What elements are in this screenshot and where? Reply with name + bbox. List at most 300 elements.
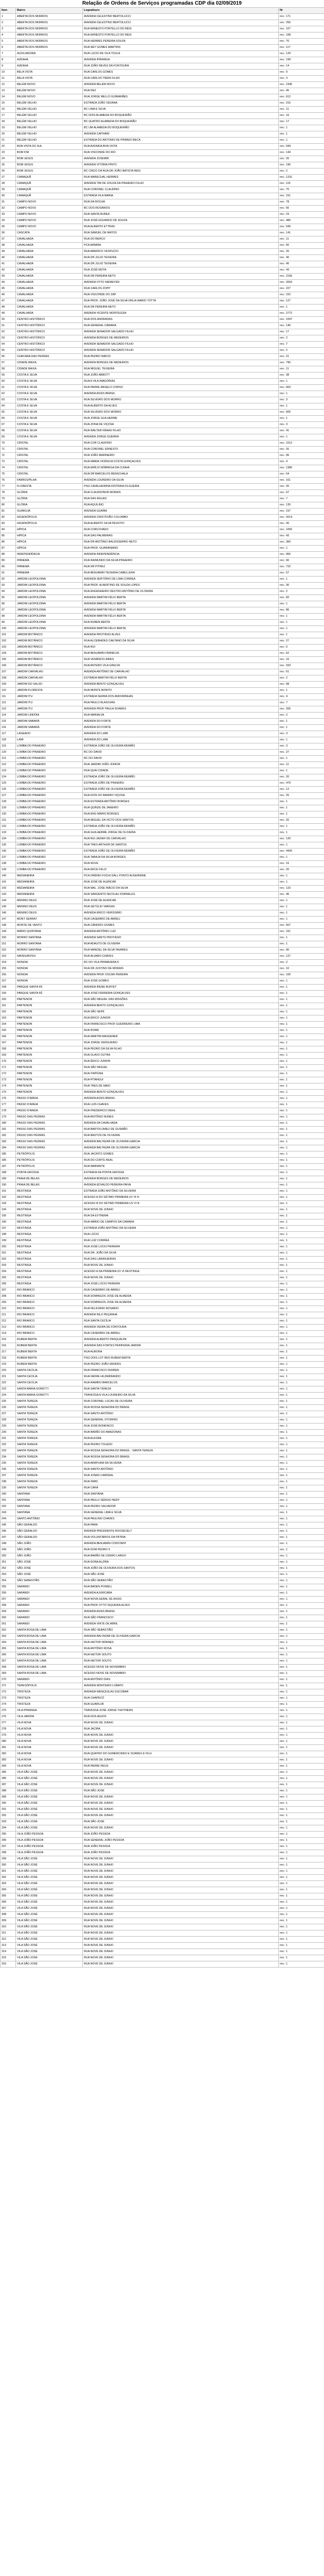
cell-nr: nro.: 1: [279, 1096, 324, 1102]
cell-bairro: VILA SÃO JOSÉ: [16, 1887, 83, 1893]
cell-logradouro: AVENIDA BELÉM NOVO: [83, 82, 279, 88]
cell-bairro: RIO BRANCO: [16, 1294, 83, 1300]
cell-item: 194: [1, 1207, 16, 1213]
cell-logradouro: RUA SÃO JOSÉ: [83, 1788, 279, 1794]
cell-nr: nro.: 1: [279, 1269, 324, 1275]
cell-logradouro: RUA SARGENTO NICOLAU DORNELES: [83, 892, 279, 898]
cell-bairro: GLÓRIA: [16, 502, 83, 509]
table-row: [1, 781, 324, 787]
cell-nr: nro.: 1: [279, 1930, 324, 1937]
table-row: [1, 743, 324, 750]
cell-nr: nro.: 1: [279, 1535, 324, 1541]
table-row: [1, 1770, 324, 1776]
cell-nr: nro.: 1: [279, 1720, 324, 1726]
cell-nr: nro.: 16: [279, 657, 324, 663]
cell-item: 83: [1, 521, 16, 527]
cell-item: 66: [1, 416, 16, 422]
cell-nr: nro.: 1012: [279, 440, 324, 447]
cell-item: 81: [1, 509, 16, 515]
cell-bairro: SANTANA: [16, 1504, 83, 1510]
cell-bairro: BOA VISTA DO SUL: [16, 144, 83, 150]
table-row: [1, 1040, 324, 1046]
cell-bairro: VILA SÃO JOSÉ: [16, 1794, 83, 1801]
table-row: [1, 261, 324, 267]
cell-logradouro: RUA JOÃO MARINEIRO: [83, 453, 279, 459]
table-row: [1, 1053, 324, 1059]
cell-bairro: VILA SÃO JOSÉ: [16, 1918, 83, 1924]
table-row: [1, 719, 324, 725]
cell-item: 215: [1, 1337, 16, 1343]
cell-logradouro: AVENIDA WENCESLAU ESCOBAR: [83, 1689, 279, 1696]
column-header-logradouro: Logradouro: [83, 8, 279, 14]
cell-item: 50: [1, 317, 16, 323]
cell-logradouro: AVENIDA VIEIRA DE FONTOURA: [83, 1325, 279, 1331]
cell-item: 170: [1, 1059, 16, 1065]
cell-nr: nro.: 12: [279, 787, 324, 793]
cell-logradouro: RUA NOVE DE JUNHO: [83, 1275, 279, 1281]
cell-bairro: VILA SÃO JOSÉ: [16, 1949, 83, 1955]
table-row: [1, 1461, 324, 1467]
cell-logradouro: RUA ITAPIÚNA: [83, 1071, 279, 1077]
cell-nr: nro.: 4: [279, 694, 324, 700]
table-row: [1, 1232, 324, 1238]
cell-logradouro: RUA SÃO MIGUEL: [83, 1065, 279, 1071]
cell-bairro: CENTRO HISTÓRICO: [16, 323, 83, 329]
cell-nr: nro.: 1: [279, 1560, 324, 1566]
cell-nr: nro.: 1: [279, 1733, 324, 1739]
cell-item: 94: [1, 589, 16, 595]
cell-bairro: VILA NOVA: [16, 1745, 83, 1751]
cell-nr: nro.: 171: [279, 14, 324, 20]
table-row: [1, 1875, 324, 1881]
cell-bairro: HÍPICA: [16, 546, 83, 552]
cell-item: 302: [1, 1875, 16, 1881]
cell-bairro: VILA JARDIM: [16, 1714, 83, 1720]
cell-logradouro: AVENIDA LOUREIRO DA SILVA: [83, 478, 279, 484]
table-row: [1, 1269, 324, 1275]
cell-item: 291: [1, 1807, 16, 1813]
cell-item: 231: [1, 1436, 16, 1442]
cell-nr: nro.: 1: [279, 1275, 324, 1281]
cell-bairro: BELA VISTA: [16, 76, 83, 82]
cell-logradouro: RUA BASTOS DE OLIVEIRA: [83, 1133, 279, 1139]
cell-nr: nro.: 21: [279, 354, 324, 360]
cell-logradouro: AVENIDA ANTÔNIO LUIZ: [83, 929, 279, 935]
cell-logradouro: RUA MONTE BONITO: [83, 688, 279, 694]
cell-nr: nro.: 2014: [279, 515, 324, 521]
cell-logradouro: AVENIDA DO FORTE: [83, 725, 279, 731]
table-row: [1, 675, 324, 682]
cell-nr: nro.: 129: [279, 51, 324, 57]
cell-nr: nro.: 1: [279, 1417, 324, 1423]
cell-bairro: MORRO SANTANA: [16, 935, 83, 941]
cell-logradouro: RUA CORONEL CLAUDINO: [83, 187, 279, 193]
cell-item: 308: [1, 1912, 16, 1918]
cell-nr: nro.: 1: [279, 1801, 324, 1807]
cell-bairro: SÃO GERALDO: [16, 1529, 83, 1535]
table-row: [1, 372, 324, 379]
table-row: [1, 1547, 324, 1553]
table-row: [1, 1096, 324, 1102]
cell-item: 309: [1, 1918, 16, 1924]
cell-item: 161: [1, 1003, 16, 1009]
cell-logradouro: RUA JORGE GUILHERME: [83, 416, 279, 422]
table-row: [1, 1658, 324, 1665]
table-row: [1, 1102, 324, 1108]
cell-nr: nro.: 107: [279, 26, 324, 32]
table-row: [1, 348, 324, 354]
cell-bairro: MEDIANEIRA: [16, 892, 83, 898]
cell-bairro: SANTA ROSA DE LIMA: [16, 1665, 83, 1671]
table-row: [1, 892, 324, 898]
cell-logradouro: RUA NEY GOMES MARTINS: [83, 45, 279, 51]
table-row: [1, 731, 324, 737]
cell-item: 72: [1, 453, 16, 459]
cell-bairro: CRISTAL: [16, 440, 83, 447]
cell-item: 150: [1, 935, 16, 941]
cell-logradouro: RUA SANTO ANTÔNIO: [83, 1411, 279, 1417]
cell-logradouro: RUA CORONEL ERNESTO: [83, 447, 279, 453]
cell-logradouro: RUA SILVEIRO DOS MORRO: [83, 397, 279, 403]
cell-logradouro: RUA DAS ÁGUAS: [83, 496, 279, 502]
cell-bairro: CAVALHADA: [16, 286, 83, 292]
table-row: [1, 1386, 324, 1393]
cell-item: 36: [1, 230, 16, 236]
cell-bairro: BOM FIM: [16, 150, 83, 156]
cell-logradouro: RUA CARLOS TREIN FILHO: [83, 76, 279, 82]
cell-logradouro: RUA ÉRICO JUNIOR: [83, 1059, 279, 1065]
cell-bairro: CIDADE BAIXA: [16, 360, 83, 366]
cell-nr: nro.: 1: [279, 1862, 324, 1869]
cell-logradouro: ESTRADA JOÃO DE OLIVEIRA REMIÃO: [83, 774, 279, 781]
cell-item: 32: [1, 206, 16, 212]
cell-item: 277: [1, 1720, 16, 1726]
cell-item: 311: [1, 1930, 16, 1937]
cell-logradouro: RUA NOVE DE JUNHO: [83, 1739, 279, 1745]
cell-item: 180: [1, 1121, 16, 1127]
cell-item: 46: [1, 292, 16, 298]
cell-item: 301: [1, 1869, 16, 1875]
cell-bairro: LOMBA DO PINHEIRO: [16, 756, 83, 762]
cell-nr: nro.: 1: [279, 1294, 324, 1300]
table-row: [1, 774, 324, 781]
cell-bairro: SANTA TEREZA: [16, 1430, 83, 1436]
cell-nr: nro.: 20: [279, 818, 324, 824]
cell-logradouro: RUA RUI: [83, 645, 279, 651]
table-row: [1, 725, 324, 731]
cell-bairro: AUXILIADORA: [16, 51, 83, 57]
cell-nr: nro.: 1: [279, 403, 324, 410]
cell-item: 262: [1, 1628, 16, 1634]
table-row: [1, 335, 324, 342]
cell-item: 178: [1, 1108, 16, 1114]
table-row: [1, 434, 324, 440]
cell-item: 199: [1, 1238, 16, 1244]
cell-logradouro: BC UM ALAMEDA DO BOQUEIRÃO: [83, 125, 279, 131]
table-row: [1, 243, 324, 249]
cell-item: 270: [1, 1677, 16, 1683]
cell-logradouro: RUA CORCOVADO: [83, 527, 279, 533]
cell-nr: nro.: 61: [279, 669, 324, 675]
table-row: [1, 1553, 324, 1560]
cell-logradouro: RUA ALEGRE: [83, 1436, 279, 1442]
cell-logradouro: PCA ARMIRA: [83, 243, 279, 249]
cell-logradouro: RUA NOVE DE JUNHO: [83, 1733, 279, 1739]
cell-item: 269: [1, 1671, 16, 1677]
cell-logradouro: AVENIDA SANTO PROTÁSIO: [83, 935, 279, 941]
table-row: [1, 1504, 324, 1510]
cell-bairro: VILA SÃO JOSÉ: [16, 1912, 83, 1918]
cell-nr: nro.: 1: [279, 1912, 324, 1918]
cell-nr: nro.: 1: [279, 1244, 324, 1250]
table-row: [1, 1893, 324, 1900]
cell-nr: nro.: 1: [279, 1133, 324, 1139]
cell-bairro: GLÓRIA: [16, 490, 83, 496]
table-row: [1, 465, 324, 471]
cell-bairro: LOMBA DO PINHEIRO: [16, 818, 83, 824]
cell-bairro: PARTENON: [16, 1040, 83, 1046]
cell-logradouro: AVENIDA OTTO NIEMEYER: [83, 280, 279, 286]
cell-nr: nro.: 1: [279, 1850, 324, 1856]
cell-item: 97: [1, 607, 16, 614]
cell-bairro: INDEPENDÊNCIA: [16, 552, 83, 558]
cell-bairro: VILA SÃO JOSÉ: [16, 1943, 83, 1949]
cell-nr: nro.: 1: [279, 1498, 324, 1504]
cell-bairro: BOM JESUS: [16, 162, 83, 168]
cell-bairro: VILA SÃO JOSÉ: [16, 1862, 83, 1869]
cell-nr: nro.: 143: [279, 150, 324, 156]
cell-item: 86: [1, 539, 16, 546]
cell-logradouro: RUA AVENIDA BOA VISTA: [83, 144, 279, 150]
cell-item: 184: [1, 1145, 16, 1151]
cell-logradouro: RUA JACIRA: [83, 1726, 279, 1733]
cell-nr: nro.: 1: [279, 601, 324, 607]
cell-nr: nro.: 1: [279, 1312, 324, 1318]
cell-nr: nro.: 1: [279, 1634, 324, 1640]
cell-nr: nro.: 1: [279, 434, 324, 440]
table-row: [1, 632, 324, 638]
table-row: [1, 14, 324, 20]
table-row: [1, 509, 324, 515]
cell-bairro: VILA SÃO JOSÉ: [16, 1906, 83, 1912]
table-row: [1, 867, 324, 873]
cell-item: 60: [1, 379, 16, 385]
cell-logradouro: ESTRADA VILA MARIA: [83, 193, 279, 199]
cell-nr: nro.: 1: [279, 1887, 324, 1893]
cell-nr: nro.: 612: [279, 94, 324, 100]
table-header-row: [1, 8, 324, 14]
cell-logradouro: RUA DR JULIO TEIXEIRA: [83, 261, 279, 267]
cell-nr: nro.: 1: [279, 1003, 324, 1009]
cell-logradouro: RUA BARÃO DE CERRO LARGO: [83, 1553, 279, 1560]
table-row: [1, 1696, 324, 1702]
table-row: [1, 1170, 324, 1176]
cell-bairro: AZENHA: [16, 57, 83, 63]
cell-nr: nro.: 157: [279, 509, 324, 515]
table-row: [1, 793, 324, 799]
cell-logradouro: AVENIDA DO LAMI: [83, 731, 279, 737]
cell-logradouro: RUA NOVE DE JUNHO: [83, 1930, 279, 1937]
cell-logradouro: RUA COR CLAUDINO: [83, 440, 279, 447]
cell-nr: nro.: 1: [279, 1504, 324, 1510]
table-row: [1, 484, 324, 490]
cell-nr: nro.: 1: [279, 1726, 324, 1733]
cell-item: 179: [1, 1114, 16, 1121]
cell-logradouro: RUA RUBEN BERTA: [83, 620, 279, 626]
cell-item: 93: [1, 583, 16, 589]
cell-item: 285: [1, 1770, 16, 1776]
cell-logradouro: RUA BENJAMIN FRANKLIN: [83, 651, 279, 657]
cell-logradouro: RUA SÃO SEBASTIÃO: [83, 1628, 279, 1634]
cell-nr: nro.: 790: [279, 360, 324, 366]
cell-item: 251: [1, 1560, 16, 1566]
cell-nr: nro.: 67: [279, 490, 324, 496]
cell-bairro: SANTO ANTÔNIO: [16, 1516, 83, 1522]
cell-item: 128: [1, 799, 16, 805]
cell-logradouro: RUA RAIMUNDO DA SILVA PINHEIRO: [83, 558, 279, 564]
table-row: [1, 1207, 324, 1213]
cell-nr: nro.: 16: [279, 861, 324, 867]
cell-logradouro: RUA PAULINO CHAVES: [83, 1516, 279, 1522]
cell-logradouro: RUA ERNESTO PORTELLO DO REIS: [83, 32, 279, 39]
cell-item: 192: [1, 1195, 16, 1201]
cell-bairro: PARTENON: [16, 1059, 83, 1065]
cell-bairro: MEDIANEIRA: [16, 879, 83, 886]
table-row: [1, 360, 324, 366]
table-row: [1, 267, 324, 274]
cell-nr: nro.: 599: [279, 144, 324, 150]
cell-bairro: BELÉM NOVO: [16, 88, 83, 94]
cell-logradouro: AVENIDA ERICO VERISSIMO: [83, 910, 279, 917]
cell-item: 173: [1, 1077, 16, 1083]
cell-bairro: PARTENON: [16, 1053, 83, 1059]
cell-bairro: IPANEMA: [16, 570, 83, 577]
cell-logradouro: RUA NOVE DE JUNHO: [83, 1893, 279, 1900]
cell-logradouro: AVENIDA BALTAZAR DE OLIVEIRA GARCIA: [83, 1634, 279, 1640]
cell-item: 44: [1, 280, 16, 286]
table-row: [1, 32, 324, 39]
table-row: [1, 1702, 324, 1708]
cell-nr: nro.: 1: [279, 935, 324, 941]
cell-item: 146: [1, 910, 16, 917]
cell-item: 200: [1, 1244, 16, 1250]
table-row: [1, 1368, 324, 1374]
cell-bairro: SARANDI: [16, 1615, 83, 1621]
cell-nr: nro.: 1: [279, 1658, 324, 1665]
cell-nr: nro.: 1: [279, 1349, 324, 1355]
table-row: [1, 342, 324, 348]
cell-bairro: SANTA TEREZA: [16, 1399, 83, 1405]
table-row: [1, 397, 324, 403]
table-row: [1, 1628, 324, 1634]
cell-bairro: JARDIM ITU: [16, 694, 83, 700]
table-row: [1, 1022, 324, 1028]
cell-item: 135: [1, 842, 16, 849]
cell-bairro: SÃO JOÃO: [16, 1541, 83, 1547]
cell-logradouro: AVENIDA VITÓRIA PINTO: [83, 162, 279, 168]
cell-item: 235: [1, 1461, 16, 1467]
cell-logradouro: RUA DR PITREZ: [83, 564, 279, 570]
cell-nr: nro.: 1: [279, 1529, 324, 1535]
cell-item: 250: [1, 1553, 16, 1560]
cell-nr: nro.: 1: [279, 577, 324, 583]
cell-item: 120: [1, 750, 16, 756]
cell-item: 210: [1, 1306, 16, 1312]
table-row: [1, 131, 324, 138]
cell-item: 293: [1, 1819, 16, 1825]
cell-bairro: ABERTA DOS MORROS: [16, 32, 83, 39]
cell-item: 273: [1, 1696, 16, 1702]
cell-logradouro: RUA ANTÔNIO ROSA: [83, 1646, 279, 1652]
cell-item: 125: [1, 781, 16, 787]
table-row: [1, 119, 324, 125]
cell-item: 195: [1, 1213, 16, 1219]
cell-nr: nro.: 1: [279, 1201, 324, 1207]
cell-bairro: SÃO GERALDO: [16, 1535, 83, 1541]
cell-logradouro: RUA NOVE DE JUNHO: [83, 1881, 279, 1887]
cell-bairro: NAVEGANTES: [16, 954, 83, 960]
service-orders-table: [0, 7, 324, 1968]
cell-bairro: LOMBA DO PINHEIRO: [16, 799, 83, 805]
cell-bairro: SANTA TEREZA: [16, 1411, 83, 1417]
cell-bairro: HIGIENÓPOLIS: [16, 515, 83, 521]
cell-bairro: PETRÓPOLIS: [16, 1158, 83, 1164]
cell-item: 229: [1, 1423, 16, 1430]
cell-bairro: RIO BRANCO: [16, 1331, 83, 1337]
cell-item: 202: [1, 1257, 16, 1263]
cell-item: 259: [1, 1609, 16, 1615]
cell-item: 223: [1, 1386, 16, 1393]
cell-logradouro: RUA QUATRO DO GUMERCINDO E SOARES E FILH: [83, 1751, 279, 1757]
cell-nr: nro.: 20: [279, 156, 324, 162]
cell-bairro: COSTA E SILVA: [16, 385, 83, 391]
cell-logradouro: RUA CARLOS ZOPP: [83, 286, 279, 292]
cell-logradouro: BC DO DAVID: [83, 750, 279, 756]
cell-item: 14: [1, 94, 16, 100]
cell-bairro: BELÉM VELHO: [16, 113, 83, 119]
cell-item: 225: [1, 1399, 16, 1405]
table-row: [1, 1844, 324, 1850]
table-row: [1, 236, 324, 243]
cell-nr: nro.: 1: [279, 1337, 324, 1343]
table-row: [1, 1813, 324, 1819]
cell-bairro: SÃO JOSÉ: [16, 1566, 83, 1572]
cell-item: 114: [1, 713, 16, 719]
cell-item: 112: [1, 700, 16, 706]
cell-nr: nro.: 1: [279, 719, 324, 725]
cell-logradouro: RUA DAS LARANJEIRAS: [83, 1257, 279, 1263]
table-row: [1, 249, 324, 255]
table-row: [1, 515, 324, 521]
cell-bairro: RIO BRANCO: [16, 1312, 83, 1318]
cell-logradouro: AVENIDA PROF OSCAR PEREIRA: [83, 972, 279, 978]
cell-item: 84: [1, 527, 16, 533]
cell-bairro: VILA SÃO JOSÉ: [16, 1813, 83, 1819]
table-row: [1, 978, 324, 985]
table-row: [1, 1689, 324, 1696]
cell-item: 110: [1, 688, 16, 694]
cell-logradouro: RUA ERCE FELIZ: [83, 867, 279, 873]
table-row: [1, 1331, 324, 1337]
cell-nr: nro.: 54: [279, 471, 324, 478]
table-row: [1, 1423, 324, 1430]
cell-nr: nro.: 1: [279, 1331, 324, 1337]
table-row: [1, 1726, 324, 1733]
cell-bairro: MEDIANEIRA: [16, 886, 83, 892]
cell-logradouro: RUA JOSÉ GOMES: [83, 978, 279, 985]
cell-bairro: JARDIM DO SALSO: [16, 682, 83, 688]
cell-item: 174: [1, 1083, 16, 1090]
